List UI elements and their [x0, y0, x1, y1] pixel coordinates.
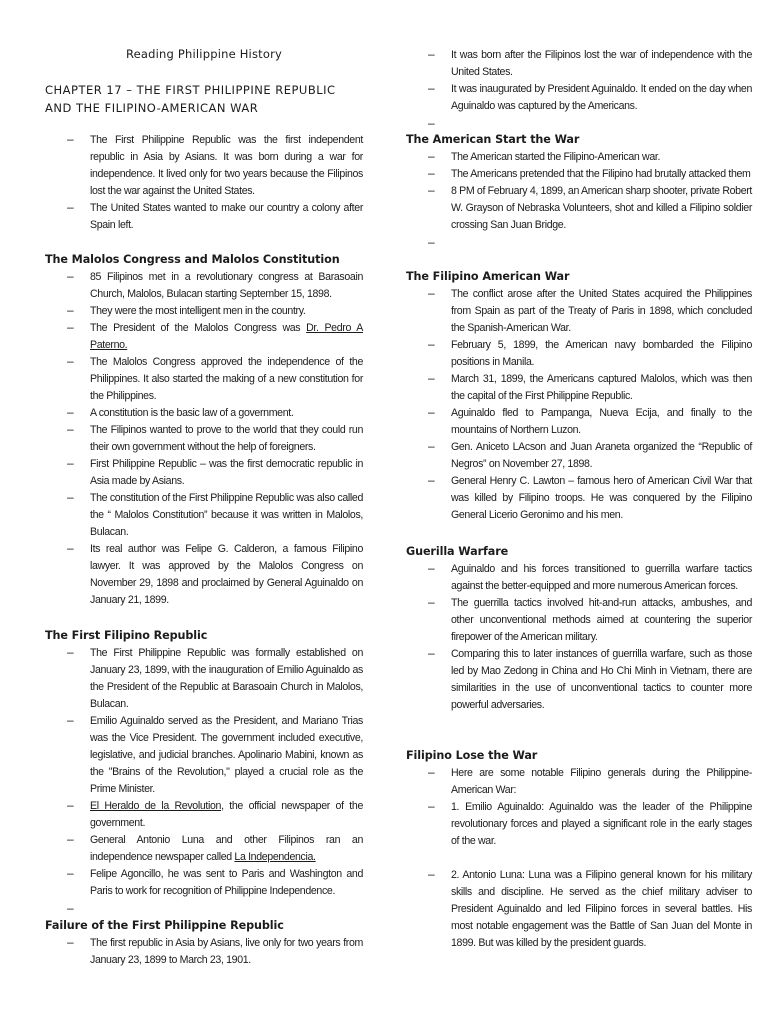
list-item: – The First Philippine Republic was formally established on January 23, 1899, with the inauguration of Emilio Aguinaldo as the President of the Republic at Barasoain Church in Malolos, Bulacan. — [45, 645, 363, 713]
failure-section — [45, 917, 363, 969]
list-item: – The American started the Filipino-American war. — [406, 149, 752, 166]
list-item: – The Filipinos wanted to prove to the world that they could run their own government without the help of foreigners. — [45, 422, 363, 456]
section-heading: Filipino Lose the War — [406, 749, 538, 762]
section-heading: Failure of the First Philippine Republic — [45, 919, 284, 932]
list-item: – The First Philippine Republic was the first independent republic in Asia by Asians. It was born during a war for independence. It lived only for two years because the Filipinos lost the war against the United States. — [45, 132, 363, 200]
list-item: – Aguinaldo fled to Pampanga, Nueva Ecija, and finally to the mountains of Northern Luzon. — [406, 405, 752, 439]
list-item: – Aguinaldo and his forces transitioned to guerrilla warfare tactics against the better-equipped and more numerous American forces. — [406, 561, 752, 595]
independencia-link: La Independencia. — [234, 851, 316, 863]
document-title: Reading Philippine History — [125, 47, 283, 61]
list-item: – The first republic in Asia by Asians, live only for two years from January 23, 1899 to March 23, 1901. — [45, 935, 363, 969]
section-heading: Guerilla Warfare — [406, 545, 509, 558]
list-item: – February 5, 1899, the American navy bombarded the Filipino positions in Manila. — [406, 337, 752, 371]
list-item: – General Antonio Luna and other Filipinos ran an independence newspaper called La Independencia. — [45, 832, 363, 866]
list-item: – Here are some notable Filipino generals during the Philippine-American War: — [406, 765, 752, 799]
list-item: – The Malolos Congress approved the independence of the Philippines. It also started the making of a new constitution for the Philippines. — [45, 354, 363, 405]
list-item: – The guerrilla tactics involved hit-and-run attacks, ambushes, and other unconventional methods aimed at countering the superior firepower of the American military. — [406, 595, 752, 646]
chapter-heading: CHAPTER 17 – THE FIRST PHILIPPINE REPUBLIC AND THE FILIPINO-AMERICAN WAR — [45, 83, 336, 115]
list-item: – March 31, 1899, the Americans captured Malolos, which was then the capital of the First Philippine Republic. — [406, 371, 752, 405]
intro-section — [45, 132, 363, 234]
list-item: – It was inaugurated by President Aguinaldo. It ended on the day when Aguinaldo was captured by the Americans. — [406, 81, 752, 115]
list-item: – 85 Filipinos met in a revolutionary congress at Barasoain Church, Malolos, Bulacan starting September 15, 1898. — [45, 269, 363, 303]
list-item: – The Americans pretended that the Filipino had brutally attacked them — [406, 166, 752, 183]
list-item: – 2. Antonio Luna: Luna was a Filipino general known for his military skills and discipline. He served as the chief military adviser to President Aguinaldo and led Filipino forces in several battles. His most notable engagement was the Battle of San Juan del Monte in 1899. But was killed by the president guards. — [406, 867, 752, 952]
president-name-link: Dr. Pedro A Paterno. — [90, 322, 363, 351]
filipino-american-war-section — [406, 268, 752, 524]
section-heading: The American Start the War — [406, 133, 580, 146]
lose-war-section — [406, 747, 752, 952]
empty-bullet: – — [428, 116, 435, 130]
list-item: – The conflict arose after the United States acquired the Philippines from Spain as part of the Treaty of Paris in 1898, which concluded the Spanish-American War. — [406, 286, 752, 337]
first-republic-section — [45, 627, 363, 917]
list-item: – Comparing this to later instances of guerrilla warfare, such as those led by Mao Zedong in China and Ho Chi Minh in Vietnam, there are similarities in the use of unconventional tactics to counter more powerful adversaries. — [406, 646, 752, 714]
list-item: – 1. Emilio Aguinaldo: Aguinaldo was the leader of the Philippine revolutionary forces and played a significant role in the early stages of the war. — [406, 799, 752, 850]
list-item: – The President of the Malolos Congress was Dr. Pedro A Paterno. — [45, 320, 363, 354]
list-item: – The United States wanted to make our country a colony after Spain left. — [45, 200, 363, 234]
list-item: – They were the most intelligent men in the country. — [45, 303, 363, 320]
heraldo-link: El Heraldo de la Revolution — [90, 800, 222, 812]
list-item: – Felipe Agoncillo, he was sent to Paris and Washington and Paris to work for recognition of Philippine Independence. — [45, 866, 363, 900]
empty-bullet: – — [428, 235, 435, 249]
list-item: – First Philippine Republic – was the first democratic republic in Asia made by Asians. — [45, 456, 363, 490]
list-item: – 8 PM of February 4, 1899, an American sharp shooter, private Robert W. Grayson of Nebraska Volunteers, shot and killed a Filipino soldier crossing San Juan Bridge. — [406, 183, 752, 234]
failure-continued — [406, 47, 752, 132]
list-item: – El Heraldo de la Revolution, the official newspaper of the government. — [45, 798, 363, 832]
section-heading: The First Filipino Republic — [45, 629, 208, 642]
list-item: – The constitution of the First Philippine Republic was also called the “ Malolos Constitution” because it was written in Malolos, Bulacan. — [45, 490, 363, 541]
malolos-section — [45, 251, 363, 609]
list-item: – Gen. Aniceto LAcson and Juan Araneta organized the “Republic of Negros” on November 27, 1898. — [406, 439, 752, 473]
list-item: – A constitution is the basic law of a government. — [45, 405, 363, 422]
american-start-section — [406, 131, 752, 251]
section-heading: The Filipino American War — [406, 270, 570, 283]
section-heading: The Malolos Congress and Malolos Constitution — [45, 253, 340, 266]
guerilla-section — [406, 543, 752, 714]
list-item: – General Henry C. Lawton – famous hero of American Civil War that was killed by Filipino troops. He was conquered by the Filipino General Licerio Geronimo and his men. — [406, 473, 752, 524]
list-item: – It was born after the Filipinos lost the war of independence with the United States. — [406, 47, 752, 81]
list-item: – Its real author was Felipe G. Calderon, a famous Filipino lawyer. It was approved by the Malolos Congress on November 29, 1898 and proclaimed by General Aguinaldo on January 21, 1899. — [45, 541, 363, 609]
list-item: – Emilio Aguinaldo served as the President, and Mariano Trias was the Vice President. The government included executive, legislative, and judicial branches. Apolinario Mabini, known as the "Brains of the Revolution," played a crucial role as the Prime Minister. — [45, 713, 363, 798]
empty-bullet: – — [67, 901, 74, 915]
